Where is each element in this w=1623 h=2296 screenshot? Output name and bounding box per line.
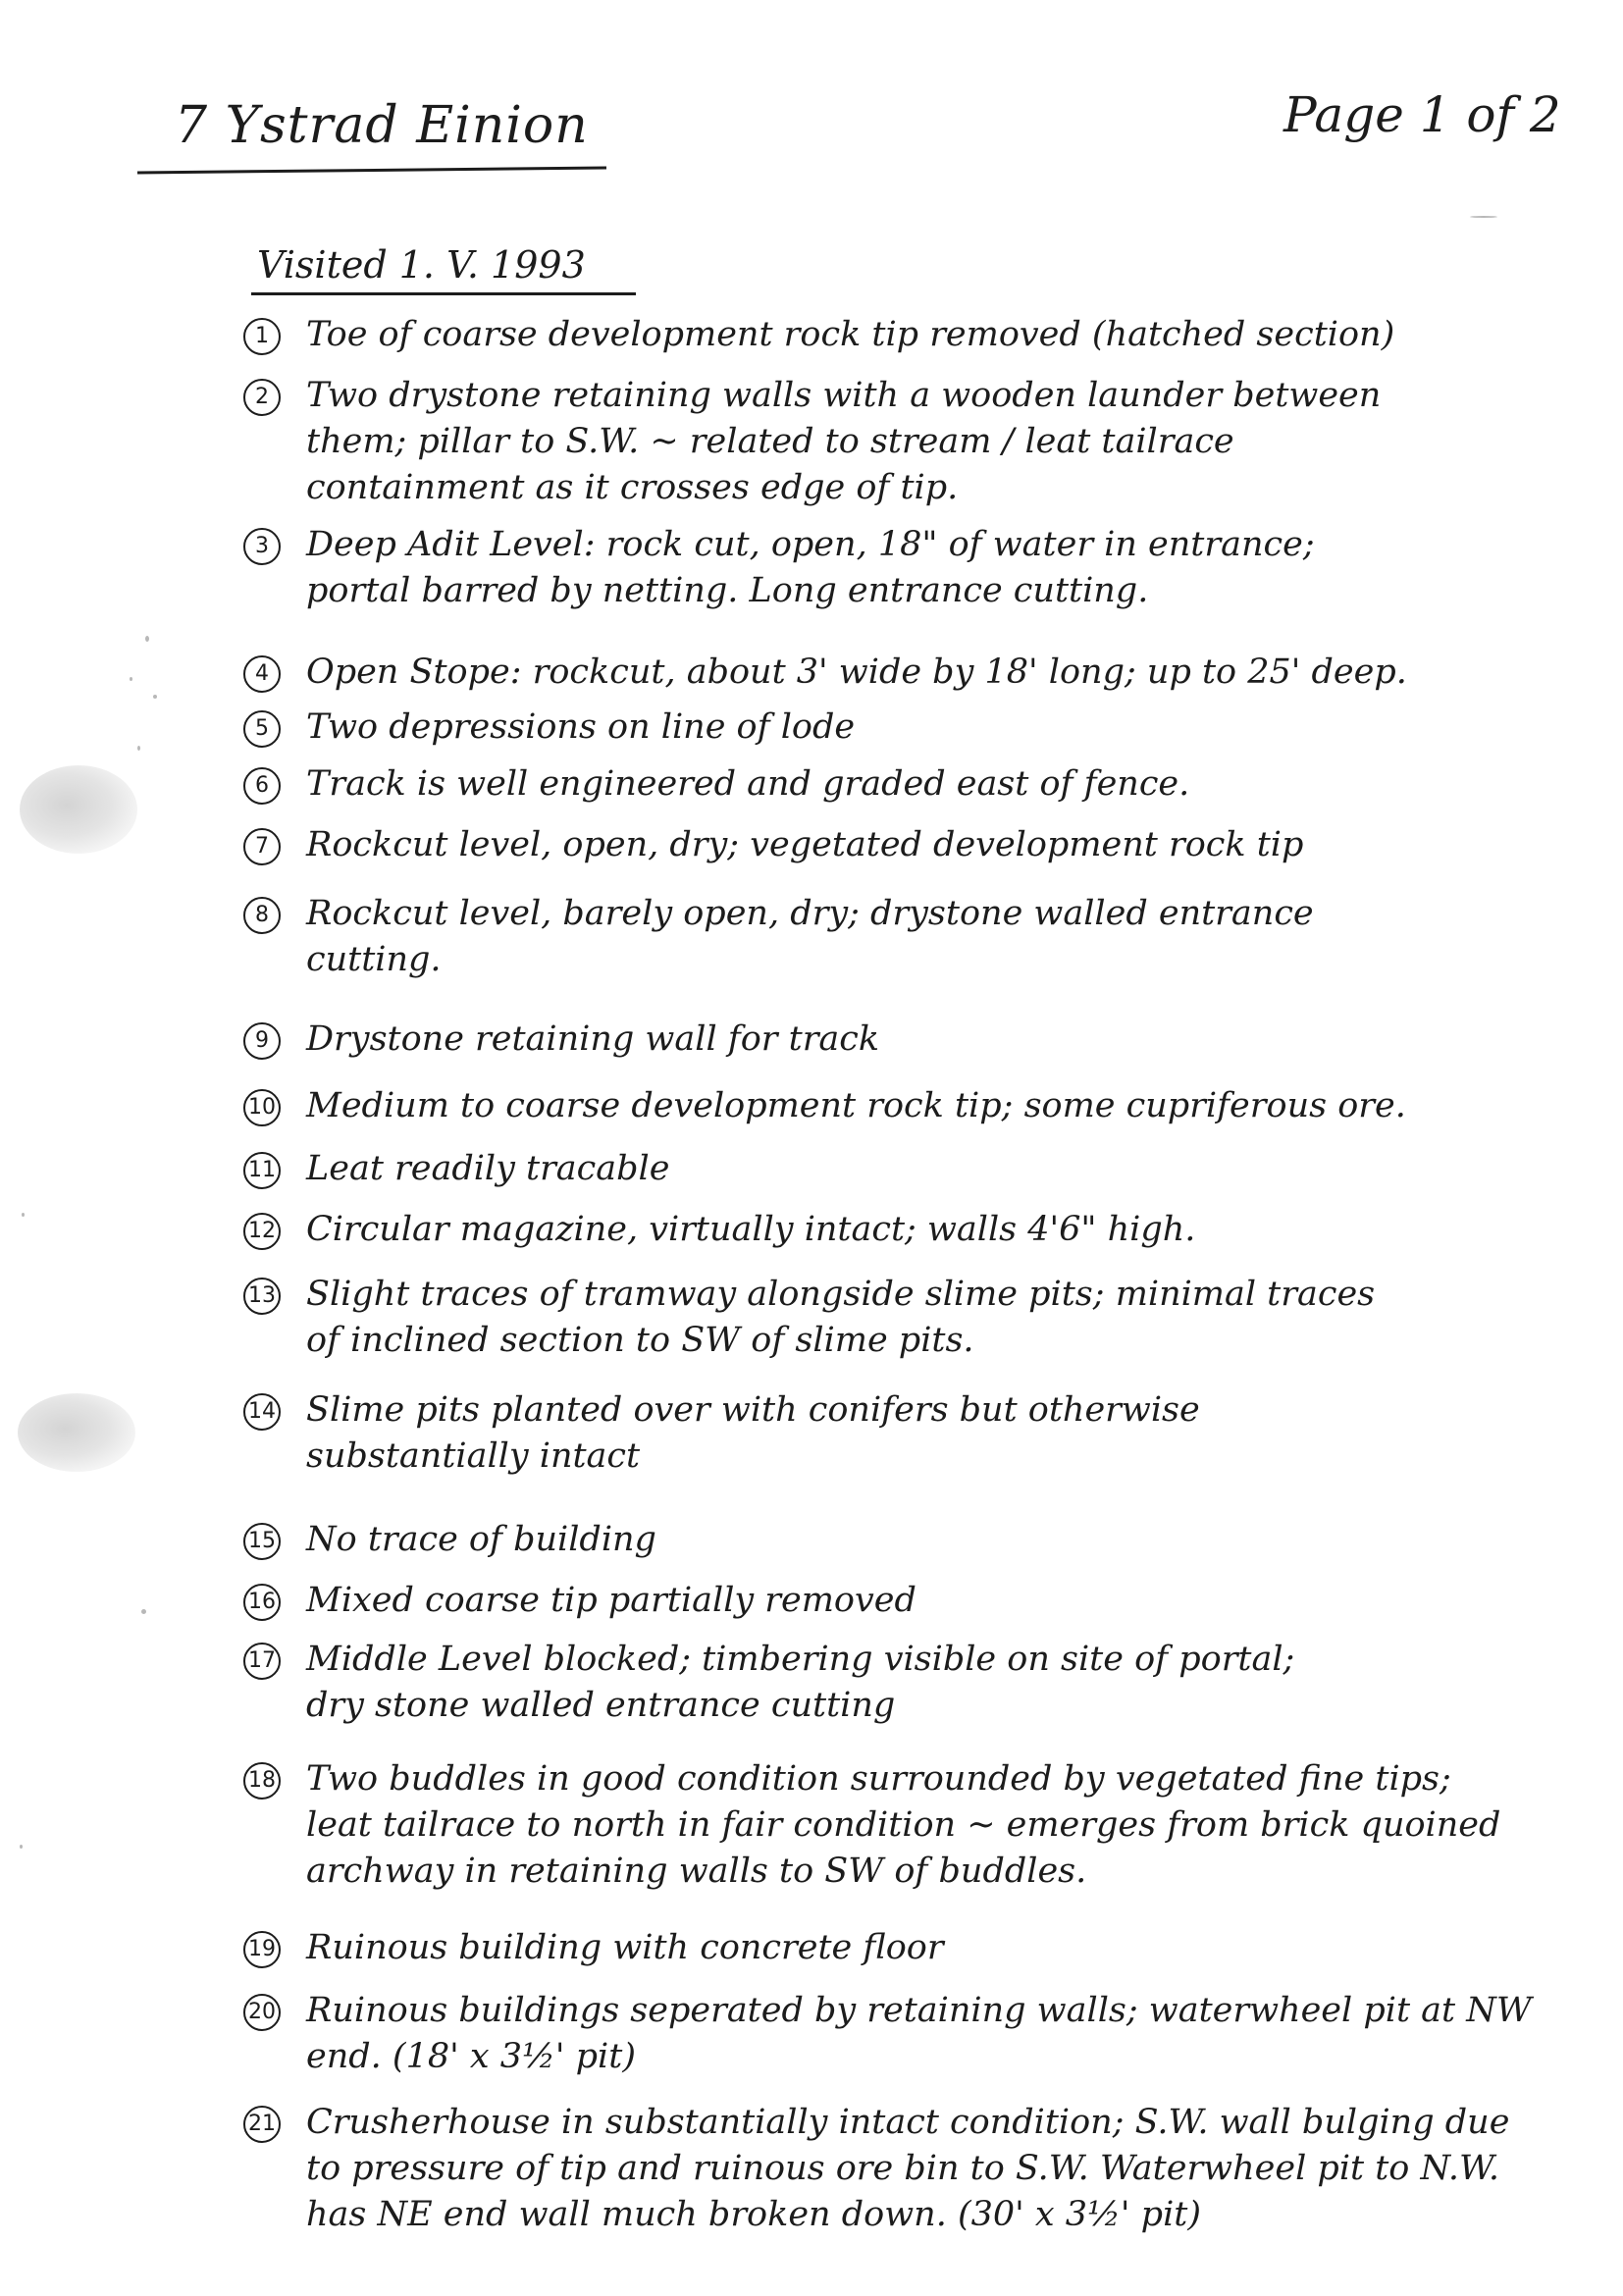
scan-speck: [1470, 216, 1497, 218]
entry-number: 5: [243, 710, 281, 748]
scan-speck: [20, 1845, 23, 1849]
entry-text: Slime pits planted over with conifers but otherwise substantially intact: [306, 1390, 1200, 1476]
entry-text: Medium to coarse development rock tip; some cupriferous ore.: [306, 1086, 1406, 1125]
entry-number: 19: [243, 1931, 281, 1968]
entry-text: Two drystone retaining walls with a wooden launder between them; pillar to S.W. ~ related to stream / leat tailrace containment as it crosses edge of tip.: [306, 376, 1382, 507]
scan-smudge: [20, 765, 137, 854]
entry-number: 18: [243, 1762, 281, 1800]
entry-number: 3: [243, 528, 281, 565]
entry-number: 2: [243, 379, 281, 416]
entry-text: Drystone retaining wall for track: [306, 1019, 880, 1059]
entry-text: Slight traces of tramway alongside slime pits; minimal traces of inclined section to SW of slime pits.: [306, 1275, 1376, 1360]
scan-speck: [153, 695, 157, 699]
entry-number: 10: [243, 1089, 281, 1126]
entry-number: 13: [243, 1278, 281, 1315]
entry-number: 21: [243, 2106, 281, 2143]
scan-speck: [145, 636, 149, 642]
scan-speck: [137, 746, 140, 751]
visited-underline: [251, 292, 636, 295]
scan-smudge: [18, 1393, 135, 1472]
entry-text: Toe of coarse development rock tip removed (hatched section): [306, 315, 1395, 354]
entry-number: 9: [243, 1022, 281, 1060]
entry-text: Circular magazine, virtually intact; walls 4'6" high.: [306, 1210, 1196, 1249]
entry-text: Leat readily tracable: [306, 1149, 670, 1188]
entry-text: Rockcut level, barely open, dry; drystone walled entrance cutting.: [306, 894, 1314, 979]
entry-number: 6: [243, 767, 281, 805]
entry-number: 7: [243, 828, 281, 865]
page-number: Page 1 of 2: [1283, 86, 1561, 143]
entry-text: Deep Adit Level: rock cut, open, 18" of water in entrance; portal barred by netting. Long entrance cutting.: [306, 525, 1315, 610]
entry-text: Track is well engineered and graded east of fence.: [306, 764, 1190, 804]
title-underline: [137, 166, 606, 174]
entry-text: Two buddles in good condition surrounded by vegetated fine tips; leat tailrace to north in fair condition ~ emerges from brick quoined archway in retaining walls to SW of buddles.: [306, 1759, 1501, 1891]
entry-text: Rockcut level, open, dry; vegetated development rock tip: [306, 825, 1304, 864]
entry-number: 8: [243, 897, 281, 934]
entry-text: Ruinous building with concrete floor: [306, 1928, 944, 1967]
entry-number: 11: [243, 1152, 281, 1189]
entry-number: 14: [243, 1393, 281, 1431]
scan-speck: [22, 1213, 25, 1217]
entry-text: Ruinous buildings seperated by retaining walls; waterwheel pit at NW end. (18' x 3½' pit): [306, 1991, 1532, 2076]
entry-number: 1: [243, 318, 281, 355]
entry-number: 16: [243, 1584, 281, 1621]
entry-text: No trace of building: [306, 1520, 656, 1559]
entry-number: 20: [243, 1994, 281, 2031]
scan-speck: [141, 1609, 146, 1614]
entry-text: Two depressions on line of lode: [306, 707, 856, 747]
entry-number: 15: [243, 1523, 281, 1560]
visited-date: Visited 1. V. 1993: [257, 243, 586, 287]
entry-text: Middle Level blocked; timbering visible on site of portal; dry stone walled entrance cutting: [306, 1640, 1295, 1725]
entry-text: Crusherhouse in substantially intact condition; S.W. wall bulging due to pressure of tip and ruinous ore bin to S.W. Waterwheel pit to N.W. has NE end wall much broken down. (30' x 3½' pit): [306, 2103, 1510, 2234]
entry-number: 4: [243, 655, 281, 693]
entry-number: 17: [243, 1643, 281, 1680]
entry-number: 12: [243, 1213, 281, 1250]
document-title: 7 Ystrad Einion: [175, 96, 589, 155]
entry-text: Mixed coarse tip partially removed: [306, 1581, 916, 1620]
scan-speck: [130, 677, 132, 681]
entry-text: Open Stope: rockcut, about 3' wide by 18' long; up to 25' deep.: [306, 652, 1407, 692]
